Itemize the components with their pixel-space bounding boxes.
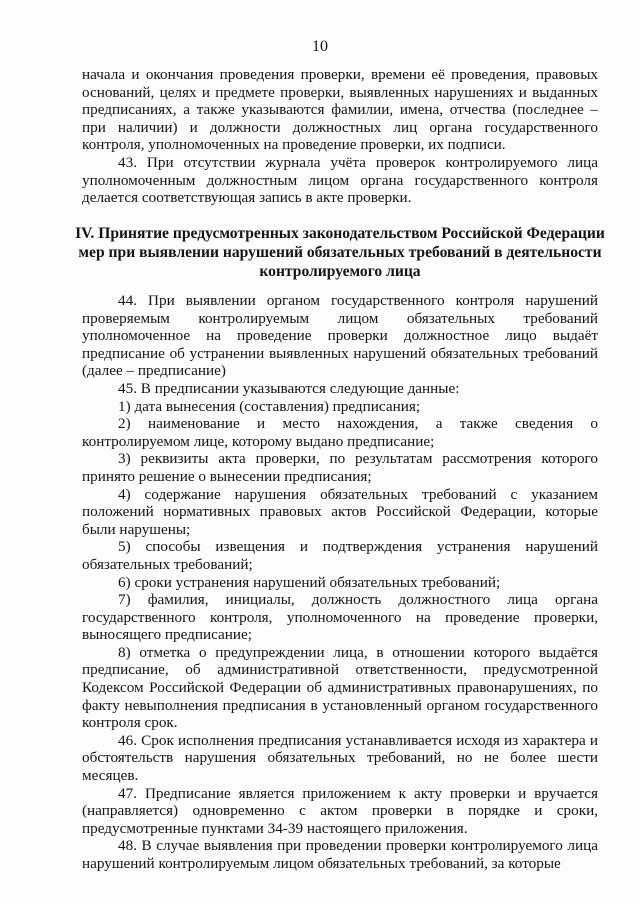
list-item-6: 6) сроки устранения нарушений обязательных требований; [118,573,501,591]
page-number: 10 [312,38,328,55]
list-item-5: 5) способы извещения и подтверждения устранения нарушений обязательных требований; [82,538,598,573]
paragraph-43: 43. При отсутствии журнала учёта проверок контролируемого лица уполномоченным должностным лицом органа государственного контроля делается соответствующая запись в акте проверки. [82,153,598,207]
text-block-main [82,292,598,873]
list-item-8: 8) отметка о предупреждении лица, в отношении которого выдаётся предписание, об административной ответственности, предусмотренной Кодексом Российской Федерации об административных правонарушениях, по факту невыполнения предписания в установленный органом государственного контроля срок. [82,643,598,732]
list-item-2: 2) наименование и место нахождения, а также сведения о контролируемом лице, которому выдано предписание; [82,415,598,450]
section-heading-line: контролируемого лица [259,263,421,280]
list-item-4: 4) содержание нарушения обязательных требований с указанием положений нормативных правовых актов Российской Федерации, которые были нарушены; [82,485,598,538]
paragraph-46: 46. Срок исполнения предписания устанавливается исходя из характера и обстоятельств нарушения обязательных требований, но не более шести месяцев. [82,731,598,785]
text-block-top [82,66,598,207]
list-item-1: 1) дата вынесения (составления) предписания; [118,397,421,415]
section-heading-line: мер при выявлении нарушений обязательных требований в деятельности [78,244,602,261]
section-heading [70,224,610,281]
paragraph: начала и окончания проведения проверки, времени её проведения, правовых оснований, целях и предмете проверки, выявленных нарушениях и выданных предписаниях, а также указываются фамилии, имена, отчества (последнее – при наличии) и должности должностных лиц органа государственного контроля, уполномоченных на проведение проверки, их подписи. [82,66,598,154]
paragraph-45: 45. В предписании указываются следующие данные: [118,379,460,397]
list-item-7: 7) фамилия, инициалы, должность должностного лица органа государственного контроля, уполномоченного на проведение проверки, выносящего предписание; [82,591,598,644]
paragraph-48: 48. В случае выявления при проведении проверки контролируемого лица нарушений контролируемым лицом обязательных требований, за которые [82,837,598,872]
list-item-3: 3) реквизиты акта проверки, по результатам рассмотрения которого принято решение о вынесении предписания; [82,450,598,485]
paragraph-47: 47. Предписание является приложением к акту проверки и вручается (направляется) одновременно с актом проверки в порядке и сроки, предусмотренные пунктами 34-39 настоящего приложения. [82,784,598,837]
section-heading-line: IV. Принятие предусмотренных законодательством Российской Федерации [75,225,605,242]
paragraph-44: 44. При выявлении органом государственного контроля нарушений проверяемым контролируемым лицом обязательных требований уполномоченное на проведение проверки должностное лицо выдаёт предписание об устранении выявленных нарушений обязательных требований (далее – предписание) [82,292,598,380]
